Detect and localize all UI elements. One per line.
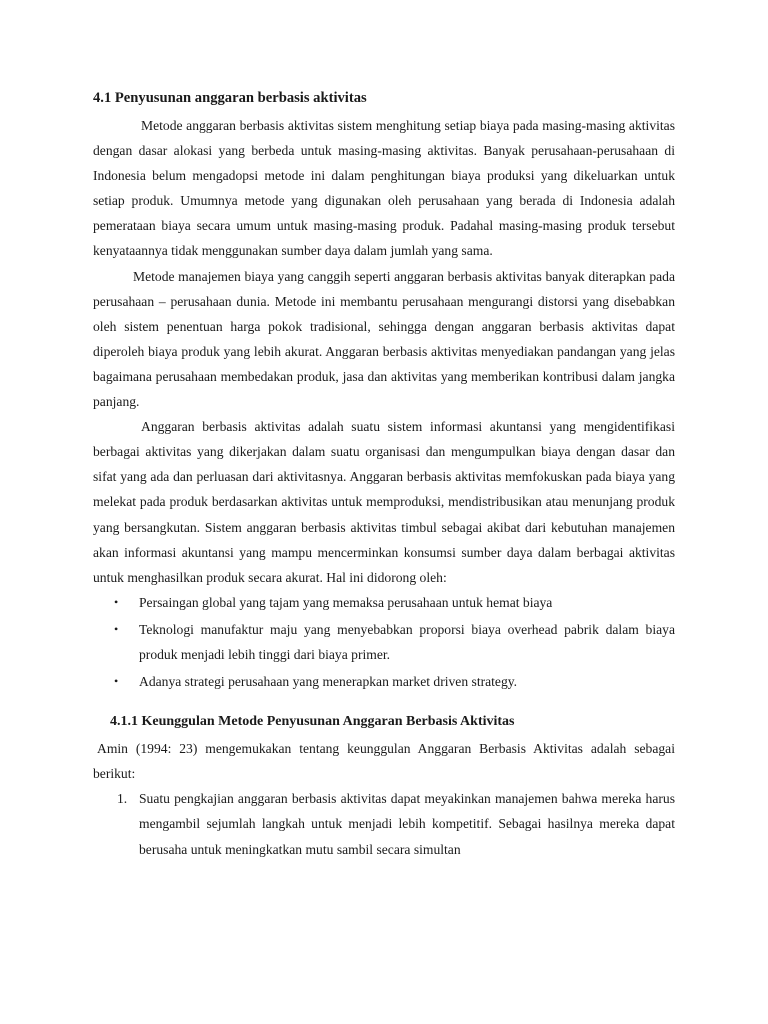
paragraph-2: Metode manajemen biaya yang canggih seperti anggaran berbasis aktivitas banyak diterapkan pada perusahaan – perusahaan dunia. Metode ini membantu perusahaan mengurangi distorsi yang disebabkan oleh sistem penentuan harga pokok tradisional, sehingga dengan anggaran berbasis aktivitas dapat diperoleh biaya produk yang lebih akurat. Anggaran berbasis aktivitas menyediakan pandangan yang jelas bagaimana perusahaan membedakan produk, jasa dan aktivitas yang memberikan kontribusi dalam jangka panjang. (93, 268, 675, 410)
bullet-icon: • (114, 594, 119, 609)
bullet-text: Teknologi manufaktur maju yang menyebabkan proporsi biaya overhead pabrik dalam biaya produk menjadi lebih tinggi dari biaya primer. (139, 621, 675, 662)
bullet-icon: • (114, 674, 119, 689)
numbered-item (93, 786, 675, 861)
bullet-list (93, 590, 675, 694)
numbered-list (93, 786, 675, 861)
section-heading: 4.1 Penyusunan anggaran berbasis aktivitas (93, 90, 367, 106)
paragraph-3: Anggaran berbasis aktivitas adalah suatu sistem informasi akuntansi yang mengidentifikasi berbagai aktivitas yang dikerjakan dalam suatu organisasi dan mengumpulkan biaya dengan dasar dan sifat yang ada dan perluasan dari aktivitasnya. Anggaran berbasis aktivitas memfokuskan pada biaya yang melekat pada produk berdasarkan aktivitas untuk memproduksi, mendistribusikan atau menunjang produk yang bersangkutan. Sistem anggaran berbasis aktivitas timbul sebagai akibat dari kebutuhan manajemen akan informasi akuntansi yang mampu mencerminkan konsumsi sumber daya dalam berbagai aktivitas untuk menghasilkan produk secara akurat. Hal ini didorong oleh: (93, 419, 675, 585)
document-body (93, 86, 675, 862)
subsection-heading: 4.1.1 Keunggulan Metode Penyusunan Anggaran Berbasis Aktivitas (110, 714, 515, 730)
bullet-item (93, 669, 675, 694)
subsection-lead: Amin (1994: 23) mengemukakan tentang keunggulan Anggaran Berbasis Aktivitas adalah sebagai berikut: (93, 741, 675, 782)
item-text: Suatu pengkajian anggaran berbasis aktivitas dapat meyakinkan manajemen bahwa mereka harus mengambil sejumlah langkah untuk menjadi lebih kompetitif. Sebagai hasilnya mereka dapat berusaha untuk meningkatkan mutu sambil secara simultan (139, 791, 675, 857)
bullet-text: Adanya strategi perusahaan yang menerapkan market driven strategy. (139, 674, 518, 690)
bullet-icon: • (114, 621, 119, 636)
bullet-item (93, 590, 675, 615)
bullet-item (93, 617, 675, 667)
bullet-text: Persaingan global yang tajam yang memaksa perusahaan untuk hemat biaya (139, 594, 553, 610)
paragraph-1: Metode anggaran berbasis aktivitas sistem menghitung setiap biaya pada masing-masing aktivitas dengan dasar alokasi yang berbeda untuk masing-masing aktivitas. Banyak perusahaan-perusahaan di Indonesia belum mengadopsi metode ini dalam penghitungan biaya produksi yang dikeluarkan untuk setiap produk. Umumnya metode yang digunakan oleh perusahaan yang berada di Indonesia adalah pemerataan biaya secara umum untuk masing-masing produk. Padahal masing-masing produk tersebut kenyataannya tidak menggunakan sumber daya dalam jumlah yang sama. (93, 118, 675, 259)
item-number: 1. (117, 791, 128, 807)
